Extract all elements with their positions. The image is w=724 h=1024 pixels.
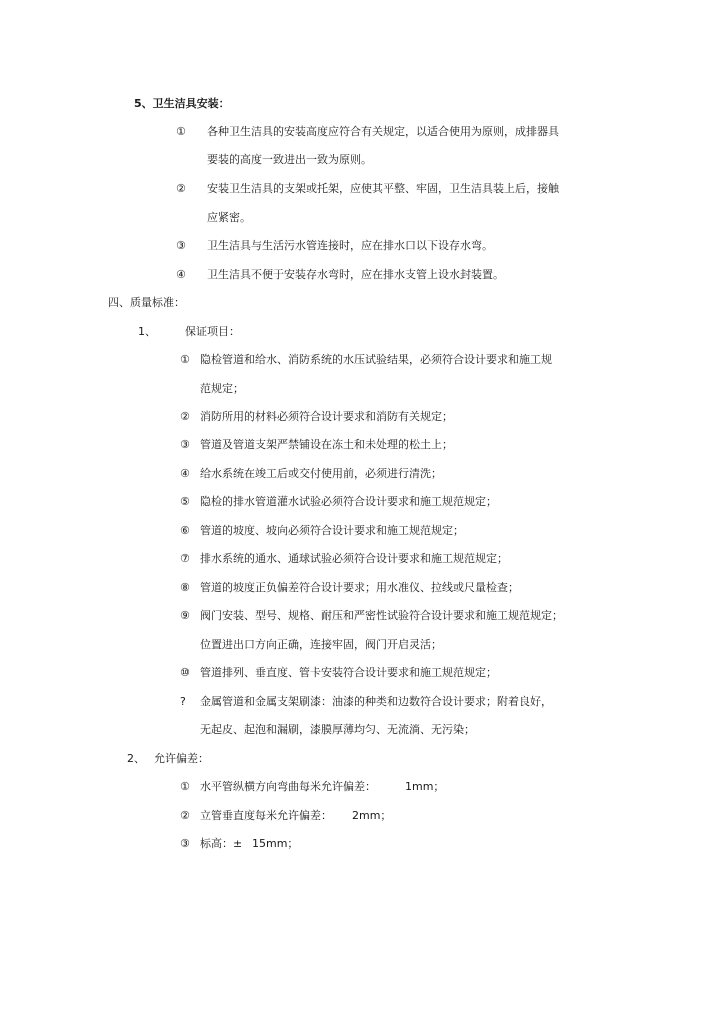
item-text: 范规定； <box>200 382 244 395</box>
subsection-number: 2、 <box>127 752 145 765</box>
item-text: 管道的坡度、坡向必须符合设计要求和施工规范规定； <box>200 524 464 537</box>
item-marker: ③ <box>180 438 190 451</box>
item-marker: ? <box>180 695 186 708</box>
item-marker: ① <box>180 353 190 366</box>
item-text: 隐检管道和给水、消防系统的水压试验结果，必须符合设计要求和施工规 <box>200 353 552 366</box>
item-text: 阀门安装、型号、规格、耐压和严密性试验符合设计要求和施工规范规定； <box>200 609 563 622</box>
section-5-title: 5、卫生洁具安装： <box>134 97 230 110</box>
item-text: 消防所用的材料必须符合设计要求和消防有关规定； <box>200 410 453 423</box>
item-text: 给水系统在竣工后或交付使用前，必须进行清洗； <box>200 467 442 480</box>
item-marker: ⑨ <box>180 609 190 622</box>
section-4-title: 四、质量标准： <box>108 296 185 309</box>
item-marker: ⑩ <box>180 666 190 679</box>
item-marker: ② <box>176 182 186 195</box>
item-label: 立管垂直度每米允许偏差： <box>200 809 332 822</box>
subsection-number: 1、 <box>138 325 156 338</box>
item-label: 标高：± <box>200 837 243 850</box>
item-text: 管道排列、垂直度、管卡安装符合设计要求和施工规范规定； <box>200 666 497 679</box>
item-text: 无起皮、起泡和漏刷，漆膜厚薄均匀、无流淌、无污染； <box>200 723 475 736</box>
item-marker: ③ <box>176 239 186 252</box>
item-marker: ④ <box>180 467 190 480</box>
item-label: 水平管纵横方向弯曲每米允许偏差： <box>200 780 376 793</box>
item-value: 15mm； <box>252 837 299 850</box>
item-text: 安装卫生洁具的支架或托架，应使其平整、牢固，卫生洁具装上后，接触 <box>207 182 559 195</box>
subsection-title: 保证项目： <box>185 325 240 338</box>
item-value: 2mm； <box>352 809 392 822</box>
item-marker: ② <box>180 410 190 423</box>
item-text: 金属管道和金属支架刷漆：油漆的种类和边数符合设计要求；附着良好， <box>200 695 552 708</box>
item-text: 卫生洁具与生活污水管连接时，应在排水口以下设存水弯。 <box>207 239 493 252</box>
item-marker: ⑥ <box>180 524 190 537</box>
item-marker: ⑤ <box>180 495 190 508</box>
item-text: 管道的坡度正负偏差符合设计要求；用水准仪、拉线或尺量检查； <box>200 581 519 594</box>
item-text: 各种卫生洁具的安装高度应符合有关规定，以适合使用为原则，成排器具 <box>207 125 559 138</box>
item-text: 管道及管道支架严禁铺设在冻土和未处理的松土上； <box>200 438 453 451</box>
item-text: 隐检的排水管道灌水试验必须符合设计要求和施工规范规定； <box>200 495 497 508</box>
subsection-title: 允许偏差： <box>154 752 209 765</box>
item-marker: ③ <box>180 837 190 850</box>
item-marker: ④ <box>176 268 186 281</box>
item-marker: ⑧ <box>180 581 190 594</box>
item-text: 要装的高度一致进出一致为原则。 <box>207 153 372 166</box>
item-text: 卫生洁具不便于安装存水弯时，应在排水支管上设水封装置。 <box>207 268 504 281</box>
item-value: 1mm； <box>405 780 445 793</box>
item-marker: ① <box>176 125 186 138</box>
item-text: 位置进出口方向正确，连接牢固，阀门开启灵活； <box>200 638 442 651</box>
item-marker: ① <box>180 780 190 793</box>
item-marker: ② <box>180 809 190 822</box>
item-text: 排水系统的通水、通球试验必须符合设计要求和施工规范规定； <box>200 552 508 565</box>
item-marker: ⑦ <box>180 552 190 565</box>
item-text: 应紧密。 <box>207 211 251 224</box>
